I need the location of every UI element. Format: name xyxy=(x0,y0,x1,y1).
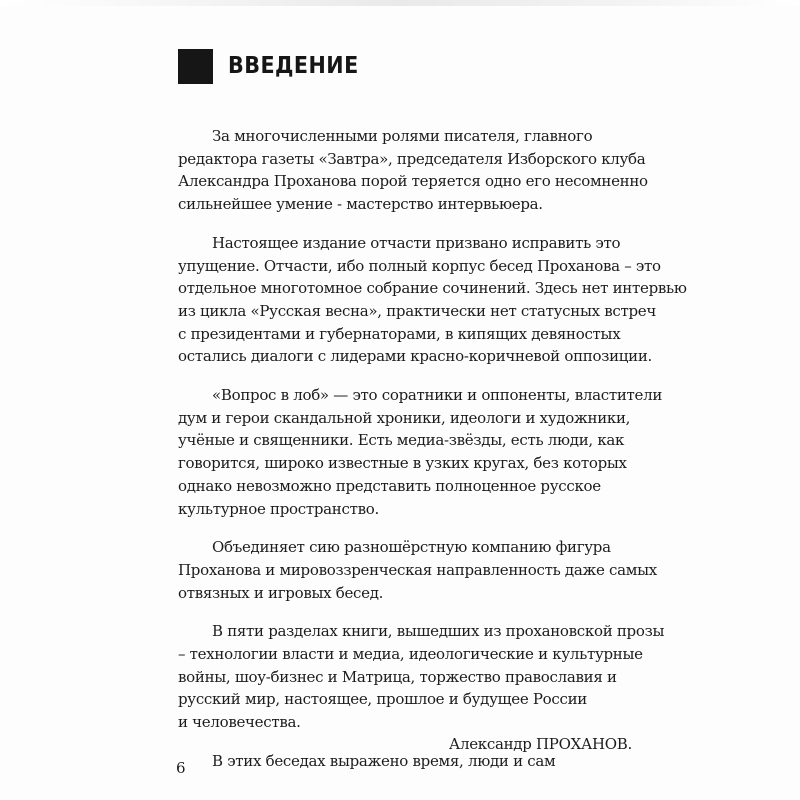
text-line: учёные и священники. Есть медиа-звёзды, есть люди, как xyxy=(178,431,625,450)
text-line: дум и герои скандальной хроники, идеологи и художники, xyxy=(178,408,631,427)
text-line: Проханова и мировоззренческая направленность даже самых xyxy=(178,560,657,579)
text-line: отдельное многотомное собрание сочинений. Здесь нет интервью xyxy=(178,279,687,298)
text-line: отвязных и игровых бесед. xyxy=(178,583,384,602)
text-line: Объединяет сию разношёрстную компанию фигура xyxy=(212,538,611,557)
text-line: остались диалоги с лидерами красно-коричневой оппозиции. xyxy=(178,347,652,366)
text-line: В пяти разделах книги, вышедших из прохановской прозы xyxy=(212,622,665,641)
paragraph-2 xyxy=(178,232,687,368)
text-line: сильнейшее умение - мастерство интервьюера. xyxy=(178,195,543,214)
text-line: редактора газеты «Завтра», председателя Изборского клуба xyxy=(178,149,646,168)
section-heading xyxy=(178,49,373,84)
author-signature: Александр ПРОХАНОВ. xyxy=(448,735,632,753)
text-line: русский мир, настоящее, прошлое и будущее России xyxy=(178,690,587,709)
paragraph-4 xyxy=(178,536,657,604)
paragraph-5 xyxy=(178,620,665,734)
text-line: однако невозможно представить полноценное русское xyxy=(178,476,601,495)
text-line: Александра Проханова порой теряется одно его несомненно xyxy=(178,172,648,191)
text-line: с президентами и губернаторами, в кипящих девяностых xyxy=(178,324,621,343)
text-line: Настоящее издание отчасти призвано исправить это xyxy=(212,233,621,252)
paragraph-3 xyxy=(178,384,663,520)
heading-title: ВВЕДЕНИЕ xyxy=(228,53,359,79)
text-line: «Вопрос в лоб» — это соратники и оппоненты, властители xyxy=(212,386,663,405)
scan-edge-shadow xyxy=(0,0,800,6)
body-text xyxy=(178,125,687,789)
text-line: За многочисленными ролями писателя, главного xyxy=(212,127,593,145)
text-line: говорится, широко известные в узких кругах, без которых xyxy=(178,454,627,473)
text-line: упущение. Отчасти, ибо полный корпус бесед Проханова – это xyxy=(178,256,661,275)
text-line: войны, шоу-бизнес и Матрица, торжество православия и xyxy=(178,667,617,686)
text-line: и человечества. xyxy=(178,713,301,732)
heading-square-marker xyxy=(178,49,213,84)
text-line: В этих беседах выражено время, люди и сам xyxy=(212,751,556,770)
paragraph-6 xyxy=(178,750,628,773)
text-line: – технологии власти и медиа, идеологические и культурные xyxy=(178,645,643,664)
text-line: культурное пространство. xyxy=(178,499,379,518)
page-number: 6 xyxy=(176,759,186,777)
text-line: из цикла «Русская весна», практически нет статусных встреч xyxy=(178,301,656,320)
paragraph-1 xyxy=(178,125,648,216)
